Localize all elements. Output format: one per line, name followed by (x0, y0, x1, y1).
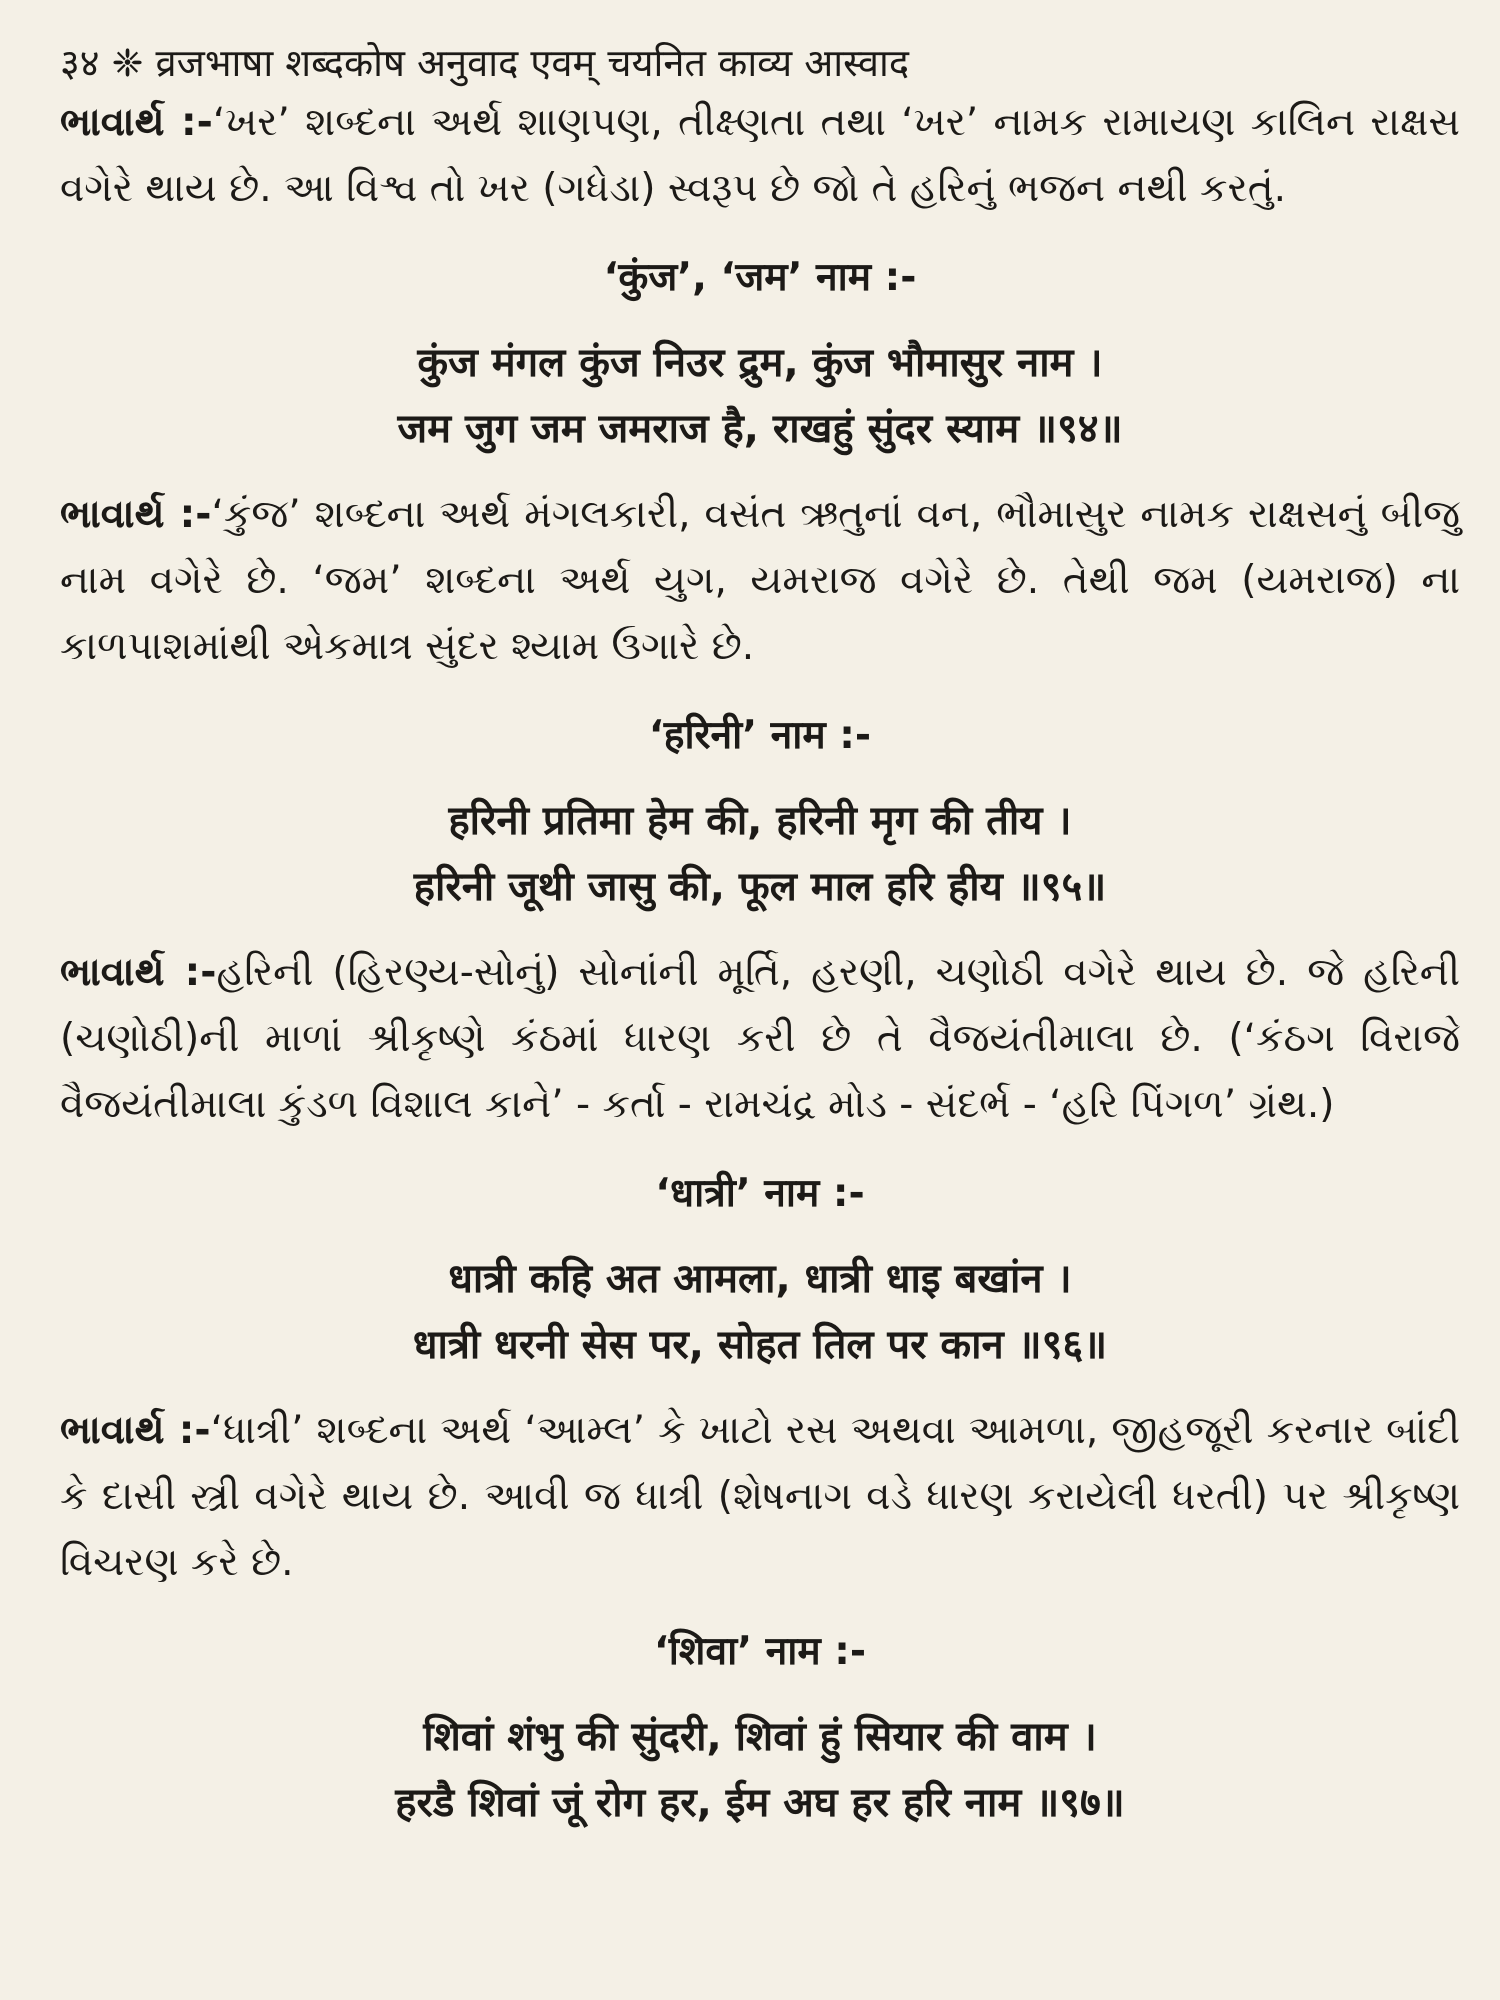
bhavarth-text-2: ‘કુંજ’ શબ્દના અર્થ મંગલકારી, વસંત ઋતુનાં વન, ભૌમાસુર નામક રાક્ષસનું બીજુ નામ વગેરે છે. ‘જમ’ શબ્દના અર્થ યુગ, યમરાજ વગેરે છે. તેથી જમ (યમરાજ) ના કાળપાશમાંથી એકમાત્ર સુંદર શ્યામ ઉગારે છે. (60, 492, 1460, 669)
verse-line: हरिनी प्रतिमा हेम की, हरिनी मृग की तीय । (448, 798, 1072, 844)
running-header: ३४ ❈ व्रजभाषा शब्दकोष अनुवाद एवम् चयनित काव्य आस्वाद (60, 41, 910, 85)
bhavarth-text-3: હરિની (હિરણ્ય-સોનું) સોનાંની મૂર્તિ, હરણી, ચણોઠી વગેરે થાય છે. જે હરિની (ચણોઠી)ની માળાં શ્રીકૃષ્ણે કંઠમાં ધારણ કરી છે તે વૈજયંતીમાલા છે. (‘કંઠગ વિરાજે વૈજયંતીમાલા કુંડળ વિશાલ કાને’ - કર્તા - રામચંદ્ર મોડ - સંદર્ભ - ‘હરિ પિંગળ’ ગ્રંથ.) (60, 950, 1460, 1127)
verse-line: शिवां शंभु की सुंदरी, शिवां हुं सियार की वाम । (423, 1714, 1097, 1760)
verse-line: हरडै शिवां जूं रोग हर, ईम अघ हर हरि नाम ॥९७॥ (395, 1780, 1125, 1826)
bhavarth-label: ભાવાર્થ :- (60, 950, 217, 995)
bhavarth-text-1: ‘ખર’ શબ્દના અર્થ શાણપણ, તીક્ષ્ણતા તથા ‘ખર’ નામક રામાયણ કાલિન રાક્ષસ વગેરે થાય છે. આ વિશ્વ તો ખર (ગધેડા) સ્વરૂપ છે જો તે હરિનું ભજન નથી કરતું. (60, 100, 1460, 211)
verse-line: धात्री धरनी सेस पर, सोहत तिल पर कान ॥९६॥ (412, 1322, 1108, 1368)
verse-97 (60, 1704, 1460, 1836)
bhavarth-paragraph-2 (60, 482, 1460, 680)
bhavarth-paragraph-4 (60, 1398, 1460, 1596)
verse-line: धात्री कहि अत आमला, धात्री धाइ बखांन । (448, 1256, 1072, 1302)
verse-line: हरिनी जूथी जासु की, फूल माल हरि हीय ॥९५॥ (413, 864, 1107, 910)
section-heading-dhatri: ‘धात्री’ नाम :- (655, 1171, 865, 1216)
bhavarth-label: ભાવાર્થ :- (60, 492, 212, 537)
bhavarth-paragraph-1 (60, 90, 1460, 222)
verse-94 (60, 330, 1460, 462)
verse-96 (60, 1246, 1460, 1378)
verse-line: कुंज मंगल कुंज निउर द्रुम, कुंज भौमासुर नाम । (417, 340, 1103, 386)
bhavarth-text-4: ‘ધાત્રી’ શબ્દના અર્થ ‘આમ્લ’ કે ખાટો રસ અથવા આમળા, જીહજૂરી કરનાર બાંદી કે દાસી સ્ત્રી વગેરે થાય છે. આવી જ ધાત્રી (શેષનાગ વડે ધારણ કરાયેલી ધરતી) પર શ્રીકૃષ્ણ વિચરણ કરે છે. (60, 1408, 1460, 1585)
bhavarth-label: ભાવાર્થ :- (60, 100, 213, 145)
section-heading-shiva: ‘शिवा’ नाम :- (653, 1629, 867, 1674)
section-heading-kunj-jam: ‘कुंज’, ‘जम’ नाम :- (603, 255, 917, 300)
verse-95 (60, 788, 1460, 920)
bhavarth-label: ભાવાર્થ :- (60, 1408, 211, 1453)
section-heading-harini: ‘हरिनी’ नाम :- (648, 713, 872, 758)
verse-line: जम जुग जम जमराज है, राखहुं सुंदर स्याम ॥९४॥ (397, 406, 1123, 452)
bhavarth-paragraph-3 (60, 940, 1460, 1138)
